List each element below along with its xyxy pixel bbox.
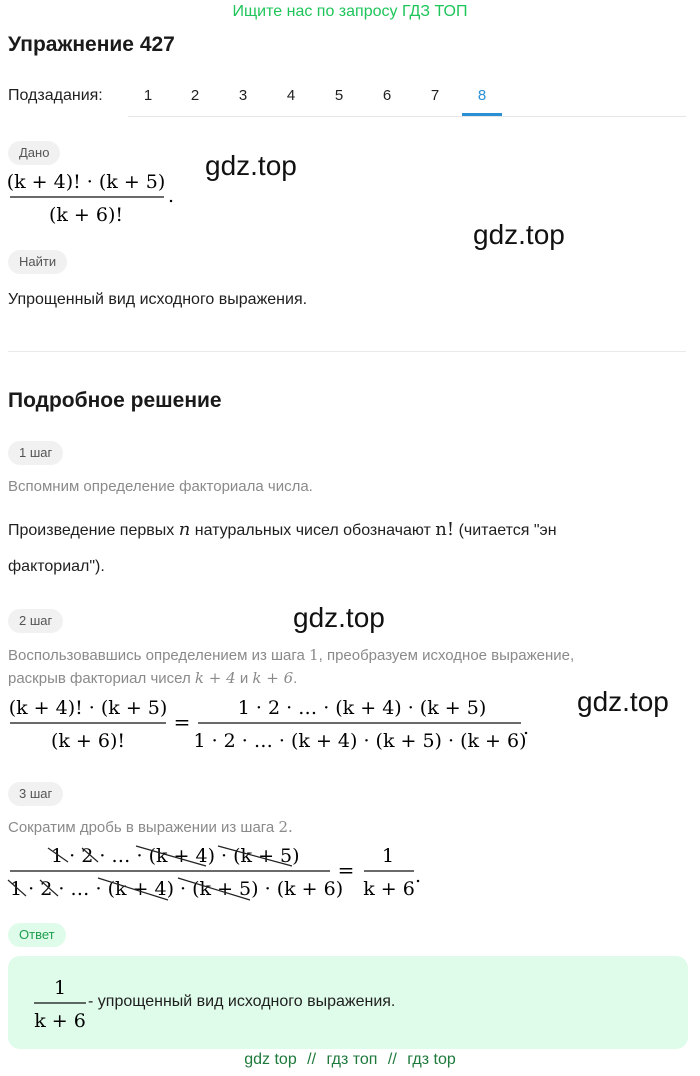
page-title: Упражнение 427 <box>8 33 175 56</box>
footer-separator-1: // <box>307 1051 317 1068</box>
step-1-text-a: Произведение первых <box>8 522 175 539</box>
watermark-3: gdz.top <box>293 602 385 633</box>
tab-subtask-6[interactable]: 6 <box>382 87 392 104</box>
watermark-2: gdz.top <box>473 219 565 250</box>
answer-denominator: k + 6 <box>34 1010 86 1032</box>
step-2-hint-k4: k + 4 <box>194 669 236 687</box>
step-2-hint-b: , преобразуем исходное выражение, <box>318 647 575 664</box>
step-1-text-c: (читается "эн <box>458 522 557 539</box>
step-1-text-b: натуральных чисел обозначают <box>194 522 431 539</box>
tab-subtask-8[interactable]: 8 <box>477 87 487 104</box>
tab-subtask-1[interactable]: 1 <box>143 87 153 104</box>
subtasks-label: Подзадания: <box>8 87 103 104</box>
step-2-period: . <box>523 717 530 739</box>
step-2-hint-c: раскрыв факториал чисел <box>8 670 191 687</box>
step-2-hint-and: и <box>239 670 249 687</box>
given-badge: Дано <box>8 141 60 165</box>
solution-title: Подробное решение <box>8 389 222 412</box>
step-1-text <box>8 512 688 585</box>
step-3-equation <box>6 840 436 904</box>
step-2-hint-step: 1 <box>309 646 319 664</box>
step-1-var-n: n <box>178 519 191 540</box>
promo-link[interactable]: Ищите нас по запросу ГДЗ ТОП <box>232 3 468 20</box>
find-text: Упрощенный вид исходного выражения. <box>8 291 308 308</box>
subtask-tabs <box>128 76 686 117</box>
step-1-hint: Вспомним определение факториала числа. <box>8 478 313 495</box>
footer-links <box>0 1051 700 1069</box>
answer-box <box>8 956 688 1049</box>
tab-subtask-3[interactable]: 3 <box>238 87 248 104</box>
step-3-denominator: 1 · 2 · … · (k + 4) · (k + 5) · (k + 6) <box>10 878 344 900</box>
watermark-1: gdz.top <box>205 150 297 181</box>
step-3-result-numerator: 1 <box>381 845 395 867</box>
step-2-hint <box>8 644 688 690</box>
footer-link-1[interactable]: gdz top <box>244 1051 297 1068</box>
step-3-equals: = <box>337 858 355 882</box>
footer-link-3[interactable]: гдз top <box>407 1051 456 1068</box>
step-3-hint-a: Сократим дробь в выражении из шага <box>8 819 275 836</box>
section-divider <box>8 351 686 352</box>
given-numerator: (k + 4)! · (k + 5) <box>6 171 166 193</box>
step-1-text-d: факториал"). <box>8 558 105 575</box>
answer-numerator: 1 <box>53 977 67 999</box>
active-tab-indicator <box>462 113 502 116</box>
answer-text: - упрощенный вид исходного выражения. <box>88 993 396 1010</box>
tab-subtask-7[interactable]: 7 <box>430 87 440 104</box>
step-3-result-denominator: k + 6 <box>363 878 415 900</box>
find-badge: Найти <box>8 250 67 274</box>
watermark-4: gdz.top <box>577 686 669 717</box>
step-2-equation <box>6 692 546 756</box>
step-2-badge: 2 шаг <box>8 609 63 633</box>
footer-link-2[interactable]: гдз топ <box>326 1051 378 1068</box>
step-2-hint-a: Воспользовавшись определением из шага <box>8 647 305 664</box>
step-2-equals: = <box>173 710 191 734</box>
step-1-n-factorial: n! <box>435 519 455 540</box>
given-period: . <box>168 185 175 207</box>
tab-subtask-5[interactable]: 5 <box>334 87 344 104</box>
step-3-hint <box>8 816 293 839</box>
step-3-badge: 3 шаг <box>8 782 63 806</box>
step-2-lhs-denominator: (k + 6)! <box>50 730 126 752</box>
step-1-badge: 1 шаг <box>8 441 63 465</box>
step-2-lhs-numerator: (k + 4)! · (k + 5) <box>8 697 168 719</box>
tab-subtask-2[interactable]: 2 <box>190 87 200 104</box>
given-denominator: (k + 6)! <box>48 204 124 226</box>
step-2-hint-k6: k + 6 <box>252 669 294 687</box>
answer-badge: Ответ <box>8 923 66 947</box>
step-3-numerator: 1 · 2 · … · (k + 4) · (k + 5) <box>51 845 300 867</box>
step-2-rhs-denominator: 1 · 2 · … · (k + 4) · (k + 5) · (k + 6) <box>193 730 527 752</box>
step-2-hint-dot: . <box>293 670 298 687</box>
step-3-hint-step: 2. <box>278 818 293 836</box>
tab-subtask-4[interactable]: 4 <box>286 87 296 104</box>
given-expression <box>6 168 186 232</box>
step-3-period: . <box>415 865 422 887</box>
footer-separator-2: // <box>387 1051 397 1068</box>
step-2-rhs-numerator: 1 · 2 · … · (k + 4) · (k + 5) <box>237 697 487 719</box>
